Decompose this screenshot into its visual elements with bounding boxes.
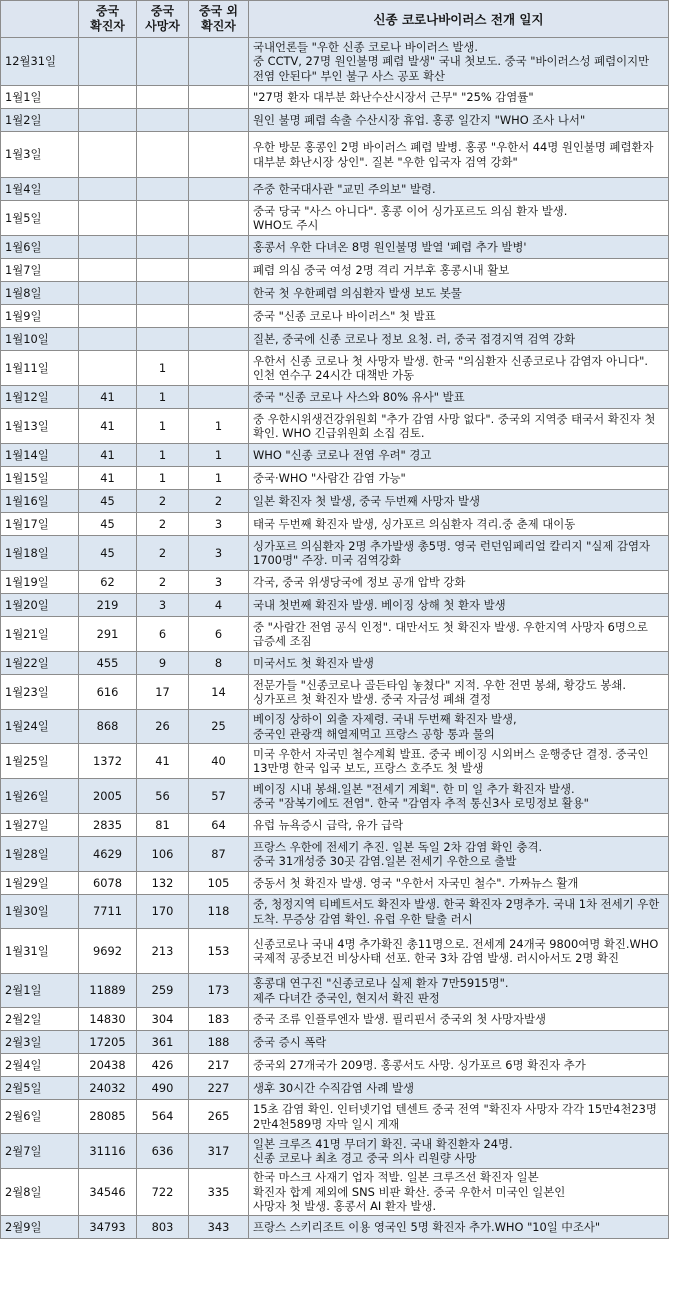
china-deaths-cell [137, 109, 189, 132]
table-row [1, 1100, 669, 1134]
outside-china-confirmed-cell: 8 [189, 652, 249, 675]
china-confirmed-cell: 20438 [79, 1054, 137, 1077]
outside-china-confirmed-cell: 40 [189, 744, 249, 779]
date-cell: 1월2일 [1, 109, 79, 132]
event-description-cell: 일본 확진자 첫 발생, 중국 두번째 사망자 발생 [249, 490, 669, 513]
china-confirmed-cell: 6078 [79, 872, 137, 895]
china-deaths-cell: 56 [137, 779, 189, 814]
outside-china-confirmed-cell: 1 [189, 467, 249, 490]
table-row [1, 109, 669, 132]
date-cell: 12월31일 [1, 38, 79, 86]
outside-china-confirmed-cell: 87 [189, 837, 249, 872]
china-deaths-cell: 1 [137, 467, 189, 490]
date-cell: 2월6일 [1, 1100, 79, 1134]
china-confirmed-cell: 45 [79, 490, 137, 513]
date-cell: 1월31일 [1, 929, 79, 974]
china-confirmed-cell [79, 328, 137, 351]
event-description-cell: 태국 두번째 확진자 발생, 싱가포르 의심환자 격리.중 춘제 대이동 [249, 513, 669, 536]
date-cell: 1월5일 [1, 201, 79, 236]
china-deaths-cell [137, 201, 189, 236]
date-cell: 1월1일 [1, 86, 79, 109]
event-description-cell: 미국서도 첫 확진자 발생 [249, 652, 669, 675]
date-cell: 1월9일 [1, 305, 79, 328]
date-cell: 2월2일 [1, 1008, 79, 1031]
china-confirmed-cell: 45 [79, 513, 137, 536]
outside-china-confirmed-cell [189, 351, 249, 386]
table-row [1, 259, 669, 282]
china-deaths-cell [137, 38, 189, 86]
outside-china-confirmed-cell [189, 282, 249, 305]
table-row [1, 929, 669, 974]
outside-china-confirmed-cell [189, 109, 249, 132]
date-cell: 1월20일 [1, 594, 79, 617]
date-cell: 1월15일 [1, 467, 79, 490]
date-cell: 1월12일 [1, 386, 79, 409]
table-row [1, 178, 669, 201]
event-description-cell: 원인 불명 폐렴 속출 수산시장 휴업. 홍콩 일간지 "WHO 조사 나서" [249, 109, 669, 132]
date-cell: 1월19일 [1, 571, 79, 594]
outside-china-confirmed-cell: 2 [189, 490, 249, 513]
china-deaths-cell: 81 [137, 814, 189, 837]
date-cell: 2월3일 [1, 1031, 79, 1054]
date-cell: 1월22일 [1, 652, 79, 675]
event-description-cell: 신종코로나 국내 4명 추가확진 총11명으로. 전세계 24개국 9800여명 확진.WHO 국제적 공중보건 비상사태 선포. 한국 3차 감염 발생. 러시아서도 2명 확진 [249, 929, 669, 974]
event-description-cell: 홍콩대 연구진 "신종코로나 실제 환자 7만5915명". 제주 다녀간 중국인, 현지서 확진 판정 [249, 974, 669, 1008]
table-row [1, 1008, 669, 1031]
china-confirmed-cell: 2835 [79, 814, 137, 837]
outside-china-confirmed-cell: 25 [189, 710, 249, 744]
date-cell: 1월16일 [1, 490, 79, 513]
table-row [1, 513, 669, 536]
china-confirmed-cell: 41 [79, 409, 137, 444]
china-deaths-cell: 26 [137, 710, 189, 744]
event-description-cell: 중국·WHO "사람간 감염 가능" [249, 467, 669, 490]
table-row [1, 132, 669, 178]
outside-china-confirmed-cell [189, 328, 249, 351]
event-description-cell: 일본 크루즈 41명 무더기 확진. 국내 확진환자 24명. 신종 코로나 최초 경고 중국 의사 리원량 사망 [249, 1134, 669, 1169]
china-confirmed-cell: 219 [79, 594, 137, 617]
table-row [1, 779, 669, 814]
china-confirmed-cell: 9692 [79, 929, 137, 974]
outside-china-confirmed-cell [189, 386, 249, 409]
event-description-cell: 질본, 중국에 신종 코로나 정보 요청. 러, 중국 접경지역 검역 강화 [249, 328, 669, 351]
outside-china-confirmed-cell: 335 [189, 1169, 249, 1216]
event-description-cell: 베이징 시내 봉쇄.일본 "전세기 계획". 한 미 일 추가 확진자 발생. 중국 "잠복기에도 전염". 한국 "감염자 추적 통신3사 로밍정보 활용" [249, 779, 669, 814]
header-date [1, 1, 79, 38]
outside-china-confirmed-cell: 153 [189, 929, 249, 974]
table-row [1, 814, 669, 837]
header-china-deaths: 중국 사망자 [137, 1, 189, 38]
outside-china-confirmed-cell [189, 38, 249, 86]
china-deaths-cell: 17 [137, 675, 189, 710]
event-description-cell: 한국 첫 우한폐렴 의심환자 발생 보도 봇물 [249, 282, 669, 305]
date-cell: 2월8일 [1, 1169, 79, 1216]
date-cell: 1월17일 [1, 513, 79, 536]
china-deaths-cell [137, 178, 189, 201]
table-row [1, 305, 669, 328]
china-confirmed-cell: 4629 [79, 837, 137, 872]
outside-china-confirmed-cell [189, 86, 249, 109]
date-cell: 1월8일 [1, 282, 79, 305]
event-description-cell: 각국, 중국 위생당국에 정보 공개 압박 강화 [249, 571, 669, 594]
outside-china-confirmed-cell: 118 [189, 895, 249, 929]
china-confirmed-cell: 24032 [79, 1077, 137, 1100]
outside-china-confirmed-cell [189, 132, 249, 178]
event-description-cell: 중국 "신종 코로나 바이러스" 첫 발표 [249, 305, 669, 328]
china-deaths-cell: 304 [137, 1008, 189, 1031]
table-row [1, 1031, 669, 1054]
china-deaths-cell: 2 [137, 571, 189, 594]
outside-china-confirmed-cell: 3 [189, 571, 249, 594]
date-cell: 1월3일 [1, 132, 79, 178]
outside-china-confirmed-cell: 343 [189, 1216, 249, 1239]
table-row [1, 974, 669, 1008]
china-confirmed-cell: 41 [79, 467, 137, 490]
outside-china-confirmed-cell: 57 [189, 779, 249, 814]
china-deaths-cell: 170 [137, 895, 189, 929]
china-deaths-cell: 2 [137, 536, 189, 571]
event-description-cell: 중국 증시 폭락 [249, 1031, 669, 1054]
date-cell: 1월13일 [1, 409, 79, 444]
date-cell: 1월10일 [1, 328, 79, 351]
china-confirmed-cell: 34546 [79, 1169, 137, 1216]
china-deaths-cell: 1 [137, 351, 189, 386]
event-description-cell: 중국외 27개국가 209명. 홍콩서도 사망. 싱가포르 6명 확진자 추가 [249, 1054, 669, 1077]
outside-china-confirmed-cell: 64 [189, 814, 249, 837]
date-cell: 1월18일 [1, 536, 79, 571]
china-confirmed-cell [79, 351, 137, 386]
event-description-cell: 베이징 상하이 외출 자제령. 국내 두번째 확진자 발생, 중국인 관광객 해열제먹고 프랑스 공항 통과 물의 [249, 710, 669, 744]
china-confirmed-cell: 41 [79, 444, 137, 467]
china-deaths-cell: 1 [137, 409, 189, 444]
event-description-cell: 중국 "신종 코로나 사스와 80% 유사" 발표 [249, 386, 669, 409]
china-confirmed-cell [79, 236, 137, 259]
table-row [1, 467, 669, 490]
event-description-cell: 국내 첫번째 확진자 발생. 베이징 상해 첫 환자 발생 [249, 594, 669, 617]
china-confirmed-cell: 31116 [79, 1134, 137, 1169]
outside-china-confirmed-cell: 1 [189, 444, 249, 467]
outside-china-confirmed-cell [189, 259, 249, 282]
table-row [1, 1077, 669, 1100]
date-cell: 1월24일 [1, 710, 79, 744]
outside-china-confirmed-cell: 183 [189, 1008, 249, 1031]
timeline-body [1, 38, 669, 1239]
event-description-cell: 우한서 신종 코로나 첫 사망자 발생. 한국 "의심환자 신종코로나 감염자 아니다". 인천 연수구 24시간 대책반 가동 [249, 351, 669, 386]
date-cell: 1월14일 [1, 444, 79, 467]
china-confirmed-cell: 41 [79, 386, 137, 409]
event-description-cell: 홍콩서 우한 다녀온 8명 원인불명 발열 '폐렴 추가 발병' [249, 236, 669, 259]
table-row [1, 744, 669, 779]
china-deaths-cell: 2 [137, 513, 189, 536]
china-confirmed-cell [79, 132, 137, 178]
china-deaths-cell: 2 [137, 490, 189, 513]
china-confirmed-cell: 868 [79, 710, 137, 744]
china-deaths-cell: 426 [137, 1054, 189, 1077]
date-cell: 1월11일 [1, 351, 79, 386]
china-deaths-cell: 1 [137, 386, 189, 409]
date-cell: 1월7일 [1, 259, 79, 282]
date-cell: 1월28일 [1, 837, 79, 872]
china-deaths-cell [137, 305, 189, 328]
event-description-cell: 중동서 첫 확진자 발생. 영국 "우한서 자국민 철수". 가짜뉴스 활개 [249, 872, 669, 895]
china-deaths-cell [137, 86, 189, 109]
event-description-cell: 미국 우한서 자국민 철수계획 발표. 중국 베이징 시외버스 운행중단 결정. 중국인 13만명 한국 입국 보도, 프랑스 호주도 첫 발생 [249, 744, 669, 779]
event-description-cell: 중 우한시위생건강위원회 "추가 감염 사망 없다". 중국외 지역중 태국서 확진자 첫 확인. WHO 긴급위원회 소집 검토. [249, 409, 669, 444]
event-description-cell: 중국 당국 "사스 아니다". 홍콩 이어 싱가포르도 의심 환자 발생. WHO도 주시 [249, 201, 669, 236]
table-row [1, 1169, 669, 1216]
china-deaths-cell: 6 [137, 617, 189, 652]
table-row [1, 351, 669, 386]
china-confirmed-cell: 34793 [79, 1216, 137, 1239]
table-row [1, 444, 669, 467]
date-cell: 1월27일 [1, 814, 79, 837]
china-deaths-cell: 259 [137, 974, 189, 1008]
china-confirmed-cell [79, 86, 137, 109]
china-deaths-cell: 1 [137, 444, 189, 467]
china-confirmed-cell: 291 [79, 617, 137, 652]
china-confirmed-cell: 7711 [79, 895, 137, 929]
table-row [1, 617, 669, 652]
event-description-cell: 폐렴 의심 중국 여성 2명 격리 거부후 홍콩시내 활보 [249, 259, 669, 282]
china-confirmed-cell: 28085 [79, 1100, 137, 1134]
china-deaths-cell: 361 [137, 1031, 189, 1054]
date-cell: 2월1일 [1, 974, 79, 1008]
china-deaths-cell: 3 [137, 594, 189, 617]
table-row [1, 490, 669, 513]
china-confirmed-cell: 14830 [79, 1008, 137, 1031]
date-cell: 2월7일 [1, 1134, 79, 1169]
outside-china-confirmed-cell: 6 [189, 617, 249, 652]
outside-china-confirmed-cell: 105 [189, 872, 249, 895]
china-confirmed-cell: 2005 [79, 779, 137, 814]
date-cell: 1월26일 [1, 779, 79, 814]
table-row [1, 837, 669, 872]
outside-china-confirmed-cell: 317 [189, 1134, 249, 1169]
china-confirmed-cell: 62 [79, 571, 137, 594]
table-row [1, 1216, 669, 1239]
event-description-cell: "27명 환자 대부분 화난수산시장서 근무" "25% 감염률" [249, 86, 669, 109]
table-row [1, 201, 669, 236]
header-description: 신종 코로나바이러스 전개 일지 [249, 1, 669, 38]
china-deaths-cell: 213 [137, 929, 189, 974]
china-deaths-cell: 564 [137, 1100, 189, 1134]
table-row [1, 328, 669, 351]
table-row [1, 710, 669, 744]
event-description-cell: 중국 조류 인플루엔자 발생. 필리핀서 중국외 첫 사망자발생 [249, 1008, 669, 1031]
event-description-cell: 유럽 뉴욕증시 급락, 유가 급락 [249, 814, 669, 837]
china-deaths-cell: 41 [137, 744, 189, 779]
china-deaths-cell: 490 [137, 1077, 189, 1100]
date-cell: 1월29일 [1, 872, 79, 895]
china-confirmed-cell [79, 259, 137, 282]
china-deaths-cell: 106 [137, 837, 189, 872]
table-row [1, 86, 669, 109]
outside-china-confirmed-cell: 1 [189, 409, 249, 444]
china-confirmed-cell [79, 305, 137, 328]
event-description-cell: 프랑스 우한에 전세기 추진. 일본 독일 2차 감염 확인 충격. 중국 31개성중 30곳 감염.일본 전세기 우한으로 출발 [249, 837, 669, 872]
table-row [1, 652, 669, 675]
table-row [1, 872, 669, 895]
event-description-cell: 15초 감염 확인. 인터넷기업 텐센트 중국 전역 "확진자 사망자 각각 15만4천23명 2만4천589명 자막 일시 게재 [249, 1100, 669, 1134]
table-row [1, 38, 669, 86]
table-row [1, 536, 669, 571]
outside-china-confirmed-cell: 265 [189, 1100, 249, 1134]
outside-china-confirmed-cell [189, 201, 249, 236]
china-deaths-cell [137, 236, 189, 259]
outside-china-confirmed-cell: 227 [189, 1077, 249, 1100]
date-cell: 1월25일 [1, 744, 79, 779]
event-description-cell: 중, 청정지역 티베트서도 확진자 발생. 한국 확진자 2명추가. 국내 1차 전세기 우한 도착. 무증상 감염 확인. 유럽 우한 탈출 러시 [249, 895, 669, 929]
china-deaths-cell [137, 282, 189, 305]
outside-china-confirmed-cell [189, 305, 249, 328]
outside-china-confirmed-cell: 4 [189, 594, 249, 617]
event-description-cell: 주중 한국대사관 "교민 주의보" 발령. [249, 178, 669, 201]
date-cell: 1월30일 [1, 895, 79, 929]
date-cell: 1월6일 [1, 236, 79, 259]
table-row [1, 1054, 669, 1077]
event-description-cell: 전문가들 "신종코로나 골든타임 놓쳤다" 지적. 우한 전면 봉쇄, 황강도 봉쇄. 싱가포르 첫 확진자 발생. 중국 자금성 폐쇄 결정 [249, 675, 669, 710]
china-deaths-cell: 636 [137, 1134, 189, 1169]
china-confirmed-cell: 45 [79, 536, 137, 571]
outside-china-confirmed-cell: 3 [189, 513, 249, 536]
china-deaths-cell [137, 328, 189, 351]
table-row [1, 571, 669, 594]
china-deaths-cell: 803 [137, 1216, 189, 1239]
china-confirmed-cell: 1372 [79, 744, 137, 779]
china-confirmed-cell [79, 109, 137, 132]
china-confirmed-cell: 455 [79, 652, 137, 675]
date-cell: 1월23일 [1, 675, 79, 710]
china-confirmed-cell [79, 178, 137, 201]
outside-china-confirmed-cell: 188 [189, 1031, 249, 1054]
event-description-cell: 우한 방문 홍콩인 2명 바이러스 폐렴 발병. 홍콩 "우한서 44명 원인불명 폐렴환자 대부분 화난시장 상인". 질본 "우한 입국자 검역 강화" [249, 132, 669, 178]
china-deaths-cell [137, 132, 189, 178]
china-confirmed-cell [79, 282, 137, 305]
china-deaths-cell: 132 [137, 872, 189, 895]
header-row [1, 1, 669, 38]
header-outside-china-confirmed: 중국 외 확진자 [189, 1, 249, 38]
table-row [1, 386, 669, 409]
china-confirmed-cell [79, 38, 137, 86]
date-cell: 1월21일 [1, 617, 79, 652]
table-row [1, 895, 669, 929]
date-cell: 2월4일 [1, 1054, 79, 1077]
date-cell: 1월4일 [1, 178, 79, 201]
outside-china-confirmed-cell: 3 [189, 536, 249, 571]
event-description-cell: 생후 30시간 수직감염 사례 발생 [249, 1077, 669, 1100]
event-description-cell: 프랑스 스키리조트 이용 영국인 5명 확진자 추가.WHO "10일 中조사" [249, 1216, 669, 1239]
date-cell: 2월9일 [1, 1216, 79, 1239]
header-china-confirmed: 중국 확진자 [79, 1, 137, 38]
china-confirmed-cell [79, 201, 137, 236]
event-description-cell: 싱가포르 의심환자 2명 추가발생 총5명. 영국 런던임페리얼 칼리지 "실제 감염자 1700명" 주장. 미국 검역강화 [249, 536, 669, 571]
china-confirmed-cell: 17205 [79, 1031, 137, 1054]
china-confirmed-cell: 616 [79, 675, 137, 710]
event-description-cell: WHO "신종 코로나 전염 우려" 경고 [249, 444, 669, 467]
event-description-cell: 국내언론들 "우한 신종 코로나 바이러스 발생. 중 CCTV, 27명 원인불명 폐렴 발생" 국내 첫보도. 중국 "바이러스성 폐렴이지만 전염 안된다" 부인 불구 사스 공포 확산 [249, 38, 669, 86]
table-row [1, 236, 669, 259]
date-cell: 2월5일 [1, 1077, 79, 1100]
table-row [1, 409, 669, 444]
china-deaths-cell: 9 [137, 652, 189, 675]
outside-china-confirmed-cell [189, 178, 249, 201]
china-deaths-cell: 722 [137, 1169, 189, 1216]
outside-china-confirmed-cell: 14 [189, 675, 249, 710]
outside-china-confirmed-cell: 217 [189, 1054, 249, 1077]
table-row [1, 282, 669, 305]
outside-china-confirmed-cell: 173 [189, 974, 249, 1008]
table-row [1, 1134, 669, 1169]
table-row [1, 675, 669, 710]
china-deaths-cell [137, 259, 189, 282]
table-row [1, 594, 669, 617]
event-description-cell: 중 "사람간 전염 공식 인정". 대만서도 첫 확진자 발생. 우한지역 사망자 6명으로 급증세 조짐 [249, 617, 669, 652]
china-confirmed-cell: 11889 [79, 974, 137, 1008]
event-description-cell: 한국 마스크 사재기 업자 적발. 일본 크루즈선 확진자 일본 확진자 합계 제외에 SNS 비판 확산. 중국 우한서 미국인 일본인 사망자 첫 발생. 홍콩서 AI 환자 발생. [249, 1169, 669, 1216]
outside-china-confirmed-cell [189, 236, 249, 259]
